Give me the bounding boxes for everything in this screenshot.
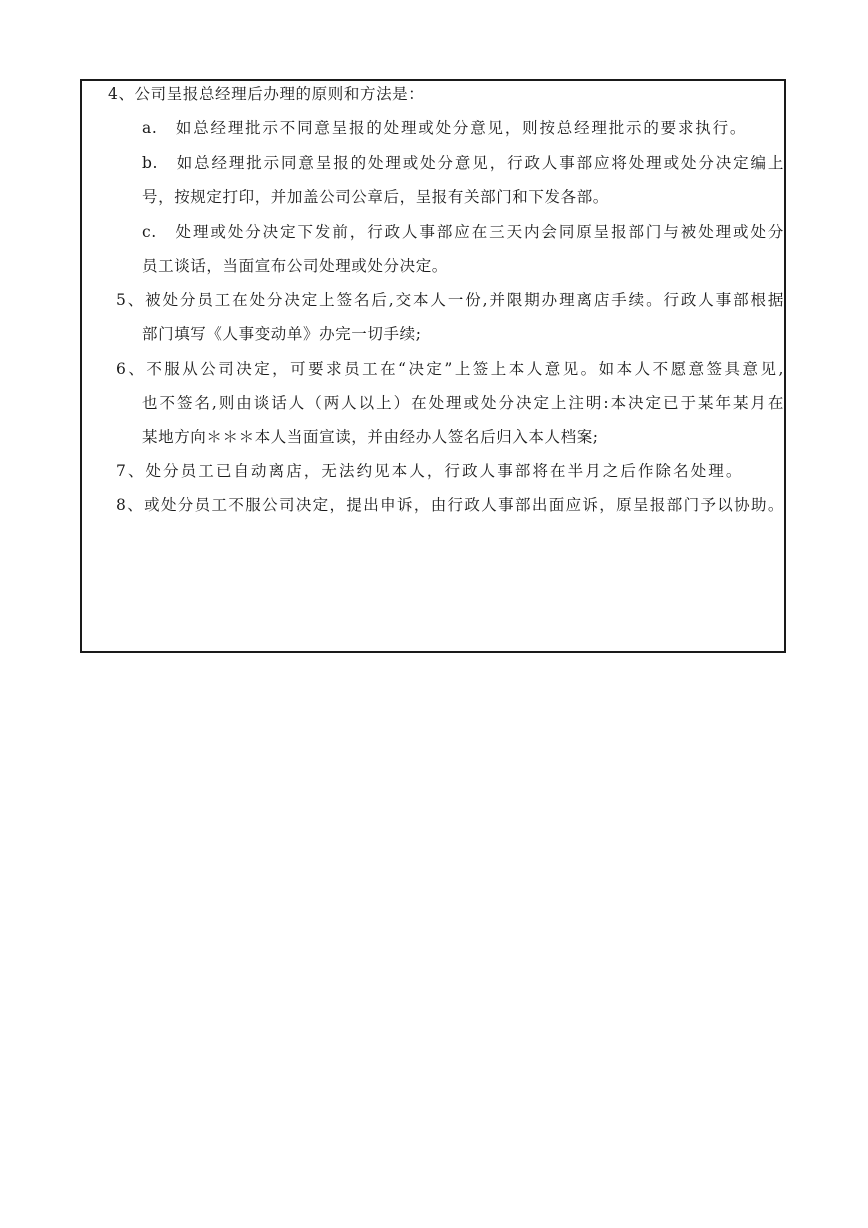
item-c-line-2: 员工谈话，当面宣布公司处理或处分决定。 [142, 257, 448, 275]
section-7: 7、处分员工已自动离店，无法约见本人，行政人事部将在半月之后作除名处理。 [116, 462, 742, 480]
item-b-line-1: b. 如总经理批示同意呈报的处理或处分意见，行政人事部应将处理或处分决定编上 [142, 154, 784, 172]
item-c-line-1: c. 处理或处分决定下发前，行政人事部应在三天内会同原呈报部门与被处理或处分 [142, 223, 784, 241]
section-6-line-3: 某地方向＊＊＊本人当面宣读，并由经办人签名后归入本人档案; [142, 428, 599, 446]
section-5-line-2: 部门填写《人事变动单》办完一切手续; [142, 325, 422, 343]
section-8: 8、或处分员工不服公司决定，提出申诉，由行政人事部出面应诉，原呈报部门予以协助。 [116, 496, 784, 514]
section-4-heading: 4、公司呈报总经理后办理的原则和方法是： [108, 85, 425, 103]
item-a: a. 如总经理批示不同意呈报的处理或处分意见，则按总经理批示的要求执行。 [142, 119, 746, 137]
section-6-line-1: 6、不服从公司决定，可要求员工在“决定”上签上本人意见。如本人不愿意签具意见, [116, 360, 784, 378]
section-6-line-2: 也不签名,则由谈话人（两人以上）在处理或处分决定上注明:本决定已于某年某月在 [142, 394, 784, 412]
item-b-line-2: 号，按规定打印，并加盖公司公章后，呈报有关部门和下发各部。 [142, 188, 609, 206]
section-5-line-1: 5、被处分员工在处分决定上签名后,交本人一份,并限期办理离店手续。行政人事部根据 [116, 291, 784, 309]
